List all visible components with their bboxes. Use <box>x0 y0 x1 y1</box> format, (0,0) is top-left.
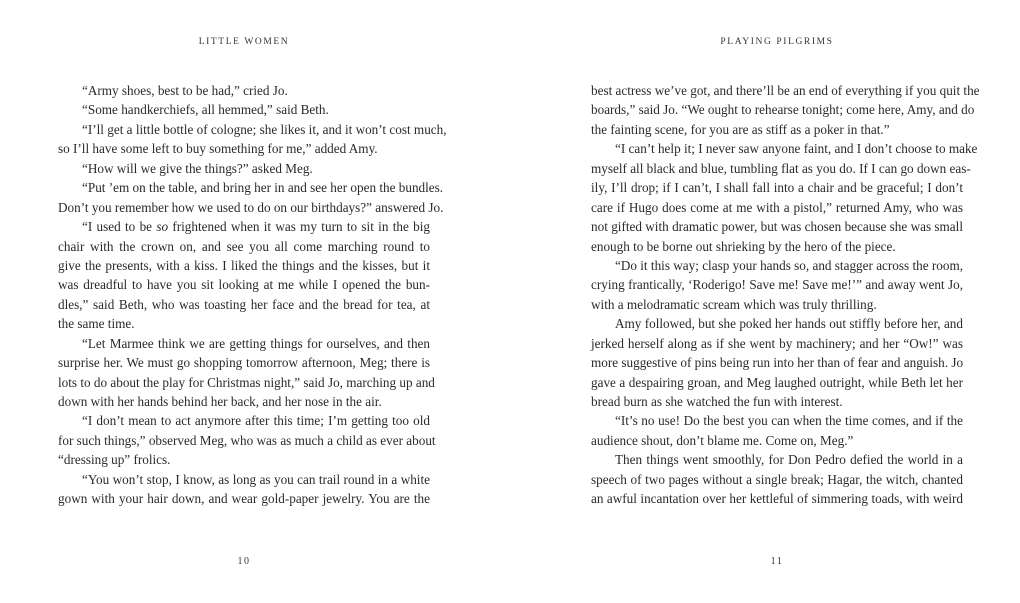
text-line: enough to be borne out shrieking by the hero of the piece. <box>591 238 896 254</box>
right-page <box>591 0 980 603</box>
text-line: give the presents, with a kiss. I liked the things and the kisses, but it <box>58 257 430 273</box>
text-line: “I’ll get a little bottle of cologne; she likes it, and it won’t cost much, <box>82 121 447 137</box>
text-line: gown with your hair down, and wear gold-paper jewelry. You are the <box>58 491 430 507</box>
text-line: crying frantically, ‘Roderigo! Save me! Save me!’” and away went Jo, <box>591 277 963 293</box>
left-page-body <box>58 81 447 509</box>
text-line: down with her hands behind her back, and her nose in the air. <box>58 394 382 409</box>
text-line: “I can’t help it; I never saw anyone faint, and I don’t choose to make <box>615 141 978 157</box>
text-line: lots to do about the play for Christmas night,” said Jo, marching up and <box>58 374 435 390</box>
text-line: bread burn as she watched the fun with interest. <box>591 394 843 409</box>
text-line: “Some handkerchiefs, all hemmed,” said Beth. <box>82 102 329 118</box>
text-line: “I used to be so frightened when it was my turn to sit in the big <box>82 219 430 235</box>
text-line: gave a despairing groan, and Meg laughed outright, while Beth let her <box>591 374 963 390</box>
text-line: “Let Marmee think we are getting things for ourselves, and then <box>82 335 430 351</box>
text-line: more suggestive of pins being run into her than of fear and anguish. Jo <box>591 355 964 371</box>
text-line: speech of two pages without a single break; Hagar, the witch, chanted <box>591 471 963 487</box>
text-line: best actress we’ve got, and there’ll be an end of everything if you quit the <box>591 83 980 98</box>
text-line: the same time. <box>58 316 135 332</box>
text-line: “Put ’em on the table, and bring her in and see her open the bundles. <box>82 180 444 196</box>
running-head-right: PLAYING PILGRIMS <box>720 37 834 47</box>
text-line: care if Hugo does come at me with a pistol,” returned Amy, who was <box>591 199 963 215</box>
text-line: an awful incantation over her kettleful of simmering toads, with weird <box>591 491 963 507</box>
right-page-body <box>591 81 980 509</box>
text-line: “I don’t mean to act anymore after this time; I’m getting too old <box>82 413 430 429</box>
text-line: with a melodramatic scream which was truly thrilling. <box>591 296 877 312</box>
text-line: boards,” said Jo. “We ought to rehearse tonight; come here, Amy, and do <box>591 102 975 118</box>
text-line: so I’ll have some left to buy something for me,” added Amy. <box>58 141 378 157</box>
text-line: “It’s no use! Do the best you can when the time comes, and if the <box>615 413 963 429</box>
text-line: not gifted with dramatic power, but was chosen because she was small <box>591 219 963 235</box>
text-line: Then things went smoothly, for Don Pedro defied the world in a <box>615 452 963 468</box>
text-line: dles,” said Beth, who was toasting her face and the bread for tea, at <box>58 296 430 312</box>
text-line: the fainting scene, for you are as stiff as a poker in that.” <box>591 121 890 137</box>
text-line: “Do it this way; clasp your hands so, and stagger across the room, <box>615 257 963 273</box>
page-number-right: 11 <box>770 556 784 567</box>
text-line: Amy followed, but she poked her hands out stiffly before her, and <box>615 316 963 332</box>
text-line: “dressing up” frolics. <box>58 452 171 468</box>
text-line: myself all black and blue, tumbling flat as you do. If I can go down eas- <box>591 160 971 176</box>
text-line: jerked herself along as if she went by machinery; and her “Ow!” was <box>591 335 963 351</box>
text-line: surprise her. We must go shopping tomorrow afternoon, Meg; there is <box>58 355 430 371</box>
text-line: “Army shoes, best to be had,” cried Jo. <box>82 83 288 98</box>
text-line: audience shout, don’t blame me. Come on, Meg.” <box>591 432 854 448</box>
text-line: Don’t you remember how we used to do on our birthdays?” answered Jo. <box>58 199 444 215</box>
text-line: “You won’t stop, I know, as long as you can trail round in a white <box>82 471 430 487</box>
page-number-left: 10 <box>237 556 251 567</box>
running-head-left: LITTLE WOMEN <box>198 37 290 47</box>
text-line: “How will we give the things?” asked Meg. <box>82 160 313 176</box>
text-line: chair with the crown on, and see you all come marching round to <box>58 238 430 254</box>
text-line: was dreadful to have you sit looking at me while I opened the bun- <box>58 277 430 293</box>
text-line: for such things,” observed Meg, who was as much a child as ever about <box>58 432 436 448</box>
left-page <box>58 0 447 603</box>
text-line: ily, I’ll drop; if I can’t, I shall fall into a chair and be graceful; I don’t <box>591 180 963 196</box>
